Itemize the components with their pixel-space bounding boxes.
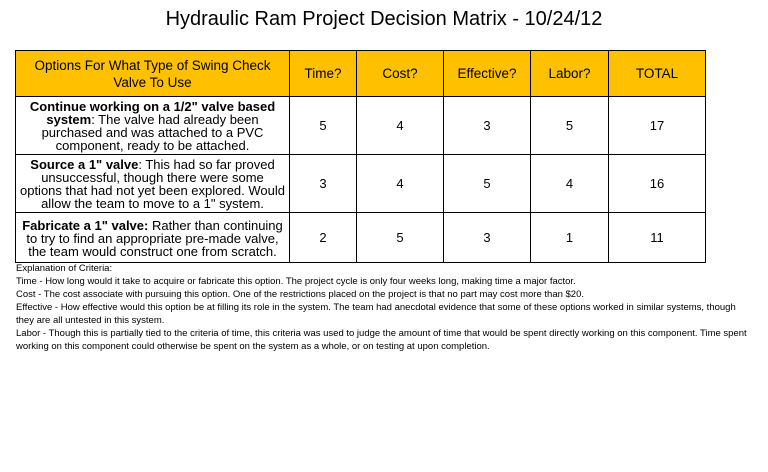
header-options-line2: Valve To Use (113, 74, 192, 90)
option-description: : This had so far proved unsuccessful, though there were some options that had not yet been explored. Would allow the team to move to a 1" system. (19, 157, 285, 211)
header-cost: Cost? (357, 51, 444, 97)
decision-matrix-table (15, 50, 706, 263)
header-options-line1: Options For What Type of Swing Check (34, 57, 271, 73)
total-score: 11 (609, 213, 706, 263)
explanation-heading: Explanation of Criteria: (16, 263, 113, 274)
explanation-cost: Cost - The cost associate with pursuing this option. One of the restrictions placed on the project is that no part may cost more than $20. (16, 289, 585, 300)
effective-score: 5 (444, 155, 531, 213)
option-cell (16, 97, 290, 155)
labor-score: 1 (531, 213, 609, 263)
time-score: 3 (290, 155, 357, 213)
header-effective: Effective? (444, 51, 531, 97)
option-description: : The valve had already been purchased and was attached to a PVC component, ready to be attached. (41, 112, 264, 153)
time-score: 5 (290, 97, 357, 155)
total-score: 16 (609, 155, 706, 213)
explanation-effective: Effective - How effective would this option be at filling its role in the system. The team had anecdotal evidence that some of these options worked in similar systems, though they are all untested in this system. (16, 302, 736, 326)
time-score: 2 (290, 213, 357, 263)
table-row (16, 155, 706, 213)
labor-score: 4 (531, 155, 609, 213)
header-options (16, 51, 290, 97)
criteria-explanation (16, 262, 756, 353)
table-row (16, 213, 706, 263)
cost-score: 4 (357, 155, 444, 213)
header-row (16, 51, 706, 97)
header-total: TOTAL (609, 51, 706, 97)
effective-score: 3 (444, 97, 531, 155)
cost-score: 4 (357, 97, 444, 155)
header-time: Time? (290, 51, 357, 97)
cost-score: 5 (357, 213, 444, 263)
option-cell (16, 155, 290, 213)
effective-score: 3 (444, 213, 531, 263)
labor-score: 5 (531, 97, 609, 155)
header-labor: Labor? (531, 51, 609, 97)
page-title: Hydraulic Ram Project Decision Matrix - 10/24/12 (165, 8, 603, 30)
option-name: Continue working on a 1/2" valve based system (29, 99, 276, 127)
option-name: Fabricate a 1" valve: (22, 217, 149, 233)
option-name: Source a 1" valve (30, 157, 139, 172)
explanation-labor: Labor - Though this is partially tied to the criteria of time, this criteria was used to judge the amount of time that would be spent directly working on this component. Time spent working on this component could otherwise be spent on the system as a whole, or on testing at upon completion. (16, 328, 747, 352)
table-row (16, 97, 706, 155)
total-score: 17 (609, 97, 706, 155)
option-description: Rather than continuing to try to find an appropriate pre-made valve, the team would construct one from scratch. (26, 217, 283, 259)
explanation-time: Time - How long would it take to acquire or fabricate this option. The project cycle is only four weeks long, making time a major factor. (16, 276, 576, 287)
option-cell (16, 213, 290, 263)
